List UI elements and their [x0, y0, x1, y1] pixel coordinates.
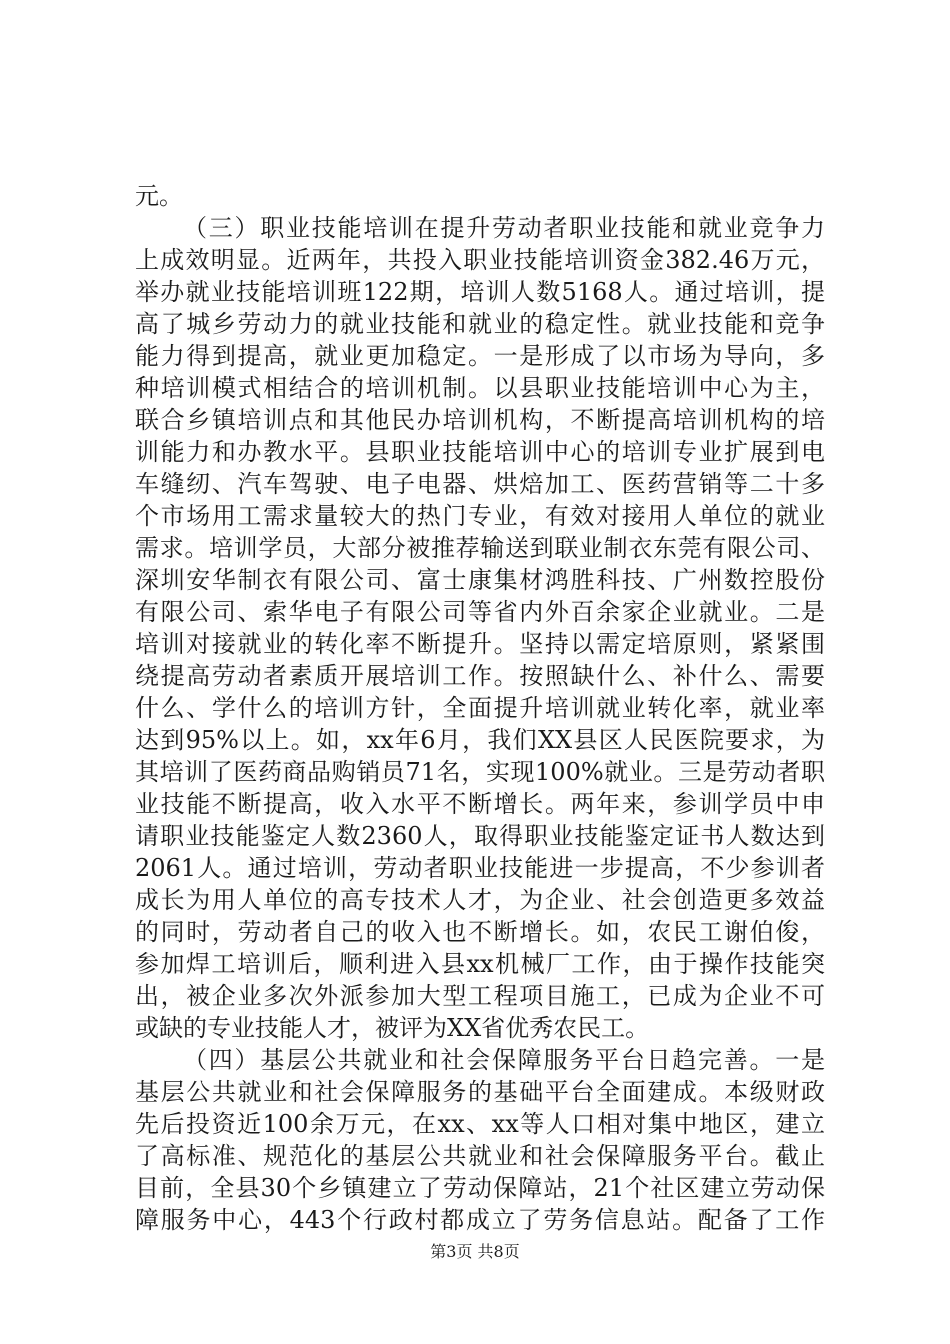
text-line: 了高标准、规范化的基层公共就业和社会保障服务平台。截止	[135, 1142, 825, 1170]
text-line: （三）职业技能培训在提升劳动者职业技能和就业竞争力	[183, 214, 825, 242]
text-line: 达到95%以上。如，xx年6月，我们XX县区人民医院要求，为	[135, 726, 825, 754]
text-line: 个市场用工需求量较大的热门专业，有效对接用人单位的就业	[135, 502, 825, 530]
text-line: 出，被企业多次外派参加大型工程项目施工，已成为企业不可	[135, 982, 825, 1010]
text-line: 培训对接就业的转化率不断提升。坚持以需定培原则，紧紧围	[135, 630, 825, 658]
text-line: 能力得到提高，就业更加稳定。一是形成了以市场为导向，多	[135, 342, 825, 370]
text-line: 业技能不断提高，收入水平不断增长。两年来，参训学员中申	[135, 790, 825, 818]
text-line: 联合乡镇培训点和其他民办培训机构，不断提高培训机构的培	[135, 406, 825, 434]
text-line: 训能力和办教水平。县职业技能培训中心的培训专业扩展到电	[135, 438, 825, 466]
page-footer: 第3页 共8页	[430, 1242, 520, 1261]
text-line: 有限公司、索华电子有限公司等省内外百余家企业就业。二是	[135, 598, 825, 626]
text-line: 2061人。通过培训，劳动者职业技能进一步提高，不少参训者	[135, 854, 825, 882]
text-line: 车缝纫、汽车驾驶、电子电器、烘焙加工、医药营销等二十多	[135, 470, 825, 498]
text-line: 其培训了医药商品购销员71名，实现100%就业。三是劳动者职	[135, 758, 825, 786]
text-line: 障服务中心，443个行政村都成立了劳务信息站。配备了工作	[135, 1206, 825, 1234]
text-line: 什么、学什么的培训方针，全面提升培训就业转化率，就业率	[135, 694, 825, 722]
text-line: 先后投资近100余万元，在xx、xx等人口相对集中地区，建立	[135, 1110, 825, 1138]
text-line: 高了城乡劳动力的就业技能和就业的稳定性。就业技能和竞争	[135, 310, 825, 338]
text-line: 元。	[135, 182, 183, 210]
text-line: 上成效明显。近两年，共投入职业技能培训资金382.46万元，	[135, 246, 825, 274]
text-line: 举办就业技能培训班122期，培训人数5168人。通过培训，提	[135, 278, 825, 306]
text-line: 种培训模式相结合的培训机制。以县职业技能培训中心为主，	[135, 374, 825, 402]
text-line: 的同时，劳动者自己的收入也不断增长。如，农民工谢伯俊，	[135, 918, 825, 946]
text-line: 或缺的专业技能人才，被评为XX省优秀农民工。	[135, 1014, 650, 1042]
text-line: 绕提高劳动者素质开展培训工作。按照缺什么、补什么、需要	[135, 662, 825, 690]
text-line: 基层公共就业和社会保障服务的基础平台全面建成。本级财政	[135, 1078, 825, 1106]
text-line: 目前，全县30个乡镇建立了劳动保障站，21个社区建立劳动保	[135, 1174, 825, 1202]
text-line: （四）基层公共就业和社会保障服务平台日趋完善。一是	[183, 1046, 825, 1074]
text-line: 深圳安华制衣有限公司、富士康集材鸿胜科技、广州数控股份	[135, 566, 825, 594]
text-line: 请职业技能鉴定人数2360人，取得职业技能鉴定证书人数达到	[135, 822, 825, 850]
text-line: 成长为用人单位的高专技术人才，为企业、社会创造更多效益	[135, 886, 825, 914]
text-line: 参加焊工培训后，顺利进入县xx机械厂工作，由于操作技能突	[135, 950, 825, 978]
text-line: 需求。培训学员，大部分被推荐输送到联业制衣东莞有限公司、	[135, 534, 825, 562]
